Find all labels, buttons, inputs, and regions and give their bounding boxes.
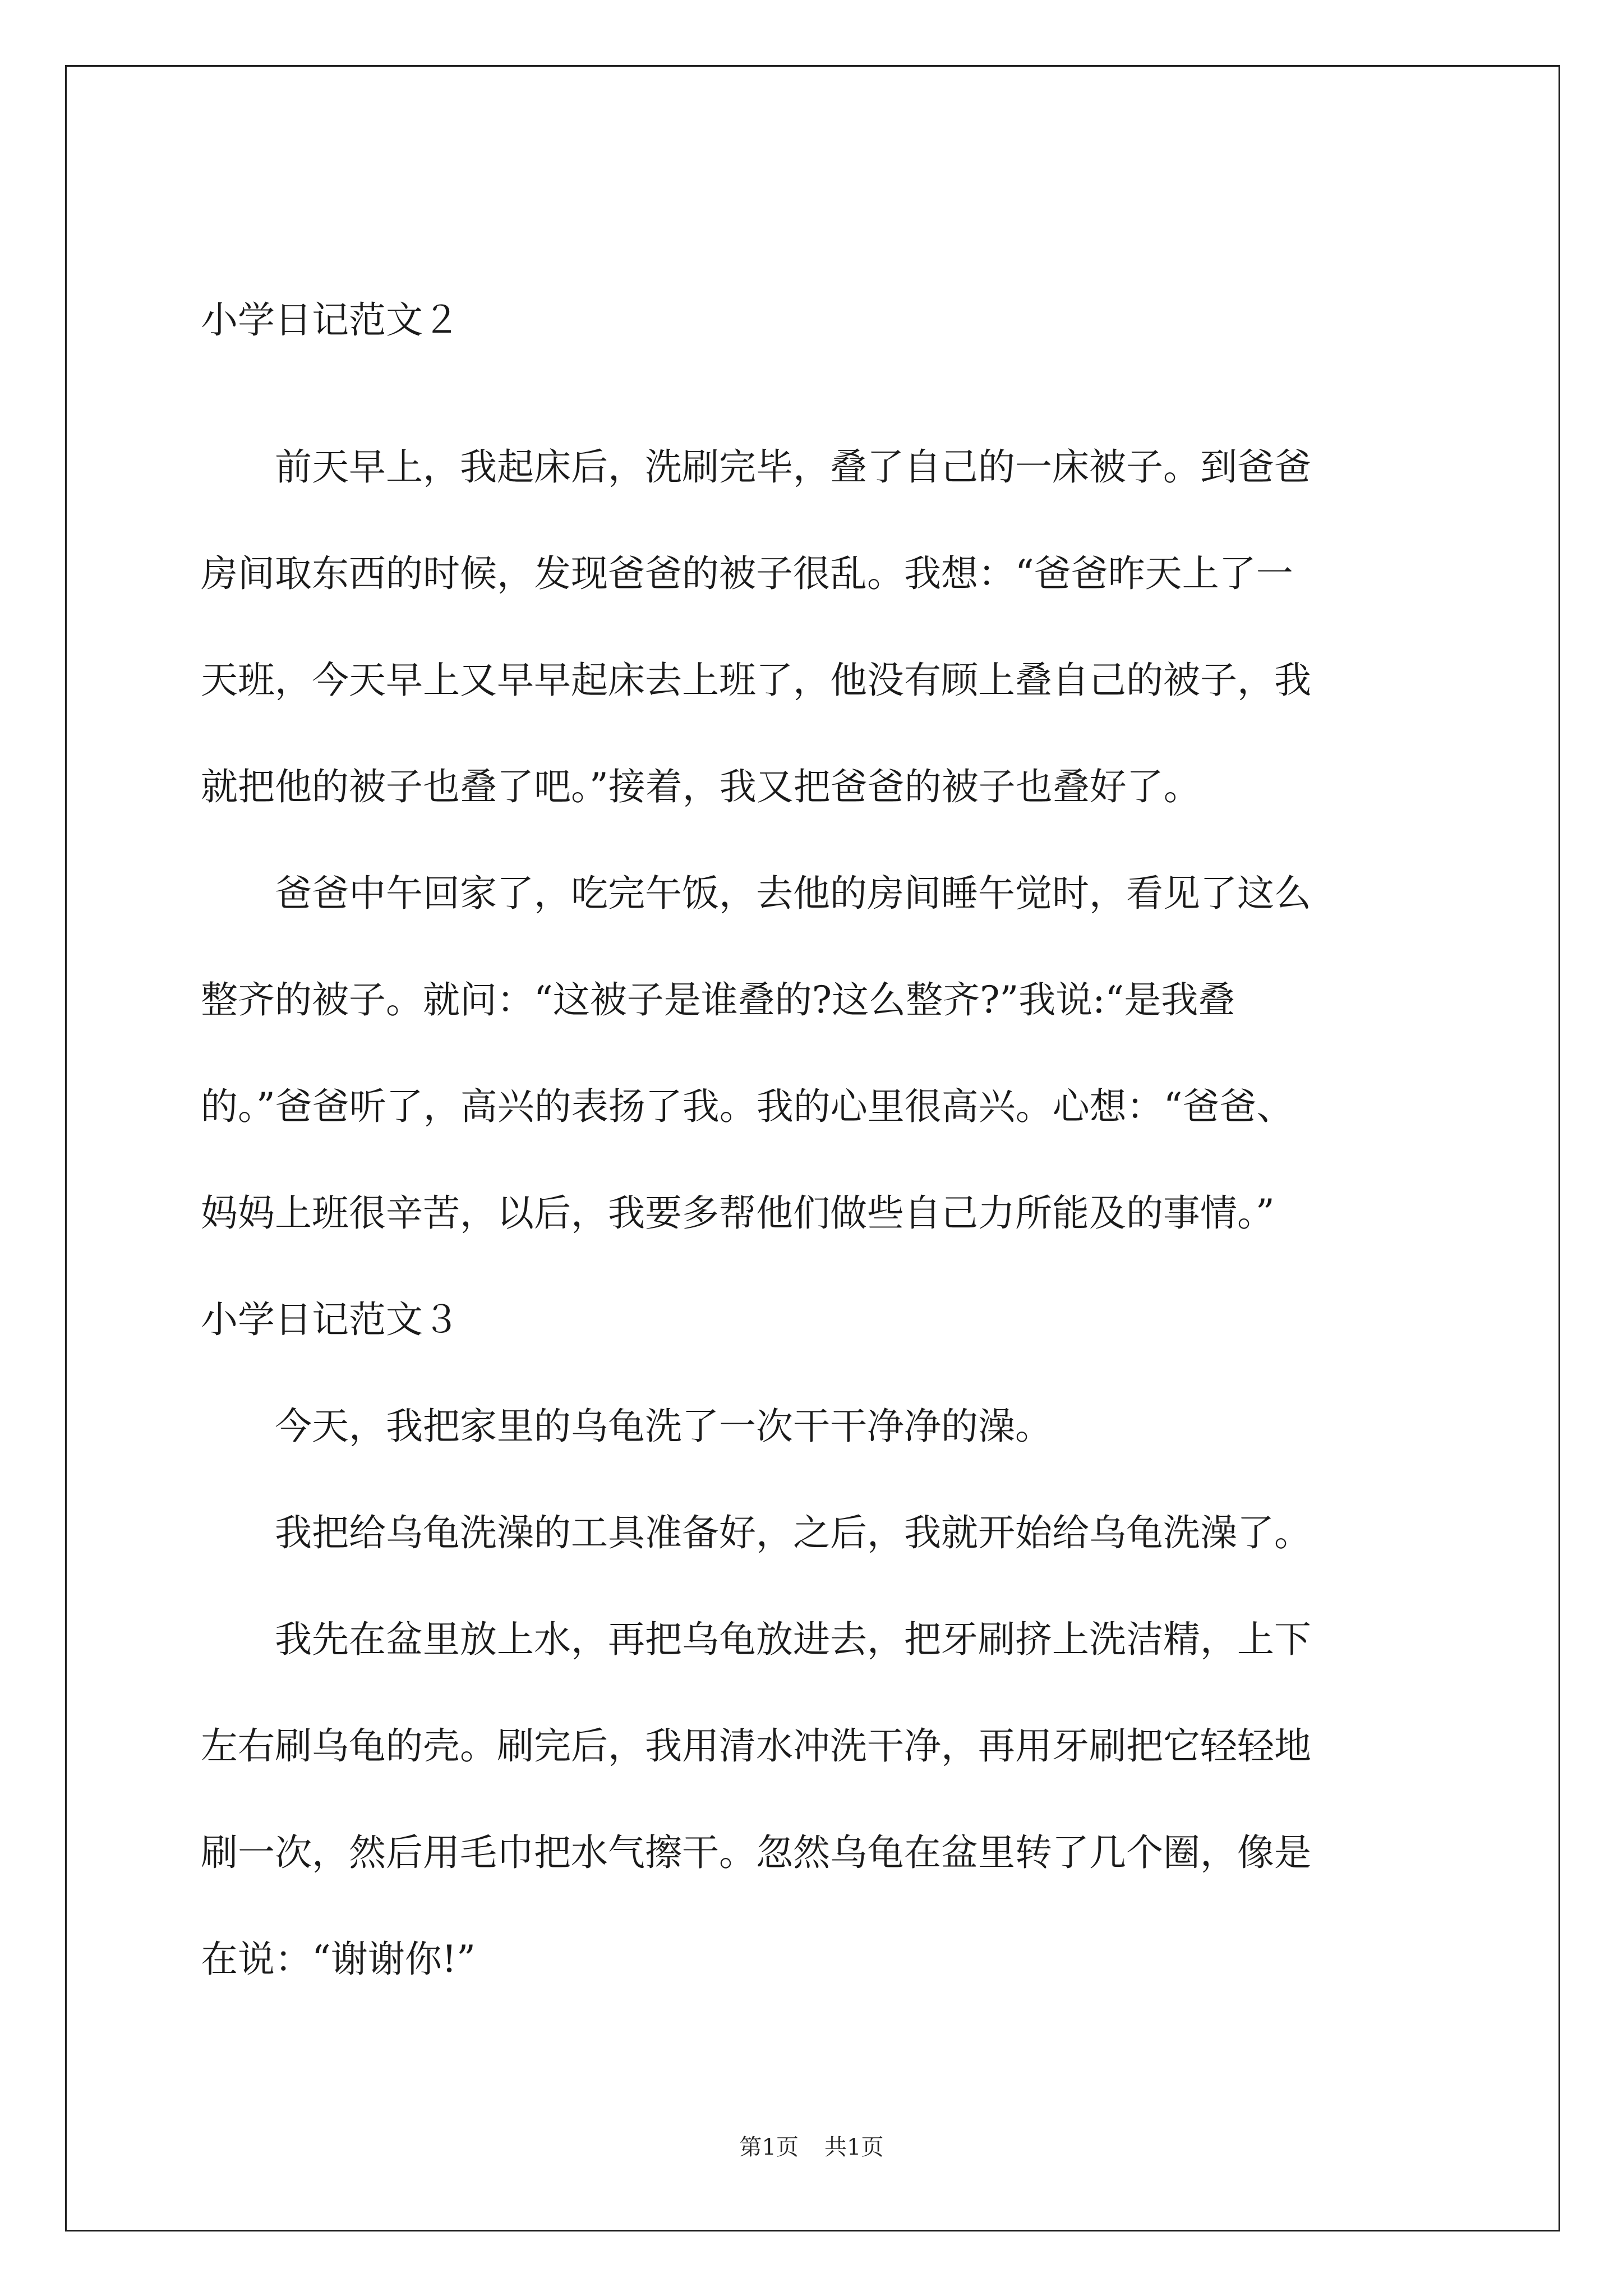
page-total: 共1页 [824,2134,884,2160]
text-line: 的。”爸爸听了，高兴的表扬了我。我的心里很高兴。心想：“爸爸、 [201,1085,1294,1128]
text-line: 我把给乌龟洗澡的工具准备好，之后，我就开始给乌龟洗澡了。 [201,1511,1311,1554]
text-line: 刷一次，然后用毛巾把水气擦干。忽然乌龟在盆里转了几个圈，像是 [201,1831,1311,1874]
text-line: 房间取东西的时候，发现爸爸的被子很乱。我想：“爸爸昨天上了一 [201,552,1293,595]
text-line: 我先在盆里放上水，再把乌龟放进去，把牙刷挤上洗洁精，上下 [201,1618,1311,1661]
section-title: 小学日记范文２ [201,298,460,342]
text-line: 整齐的被子。就问：“这被子是谁叠的?这么整齐?”我说:“是我叠 [201,978,1235,1022]
page-frame [65,65,1560,2231]
text-line: 左右刷乌龟的壳。刷完后，我用清水冲洗干净，再用牙刷把它轻轻地 [201,1724,1311,1768]
text-line: 在说：“谢谢你!” [201,1938,476,1981]
text-line: 天班，今天早上又早早起床去上班了，他没有顾上叠自己的被子，我 [201,659,1311,702]
section-title: 小学日记范文３ [201,1298,460,1341]
text-line: 就把他的被子也叠了吧。”接着，我又把爸爸的被子也叠好了。 [201,765,1201,808]
text-line: 今天，我把家里的乌龟洗了一次干干净净的澡。 [201,1405,1052,1448]
text-line: 妈妈上班很辛苦，以后，我要多帮他们做些自己力所能及的事情。” [201,1191,1275,1235]
text-line: 爸爸中午回家了，吃完午饭，去他的房间睡午觉时，看见了这么 [201,872,1311,915]
text-line: 前天早上，我起床后，洗刷完毕，叠了自己的一床被子。到爸爸 [201,445,1311,489]
page-number: 第1页 [739,2134,799,2160]
page-footer [0,2136,1623,2159]
